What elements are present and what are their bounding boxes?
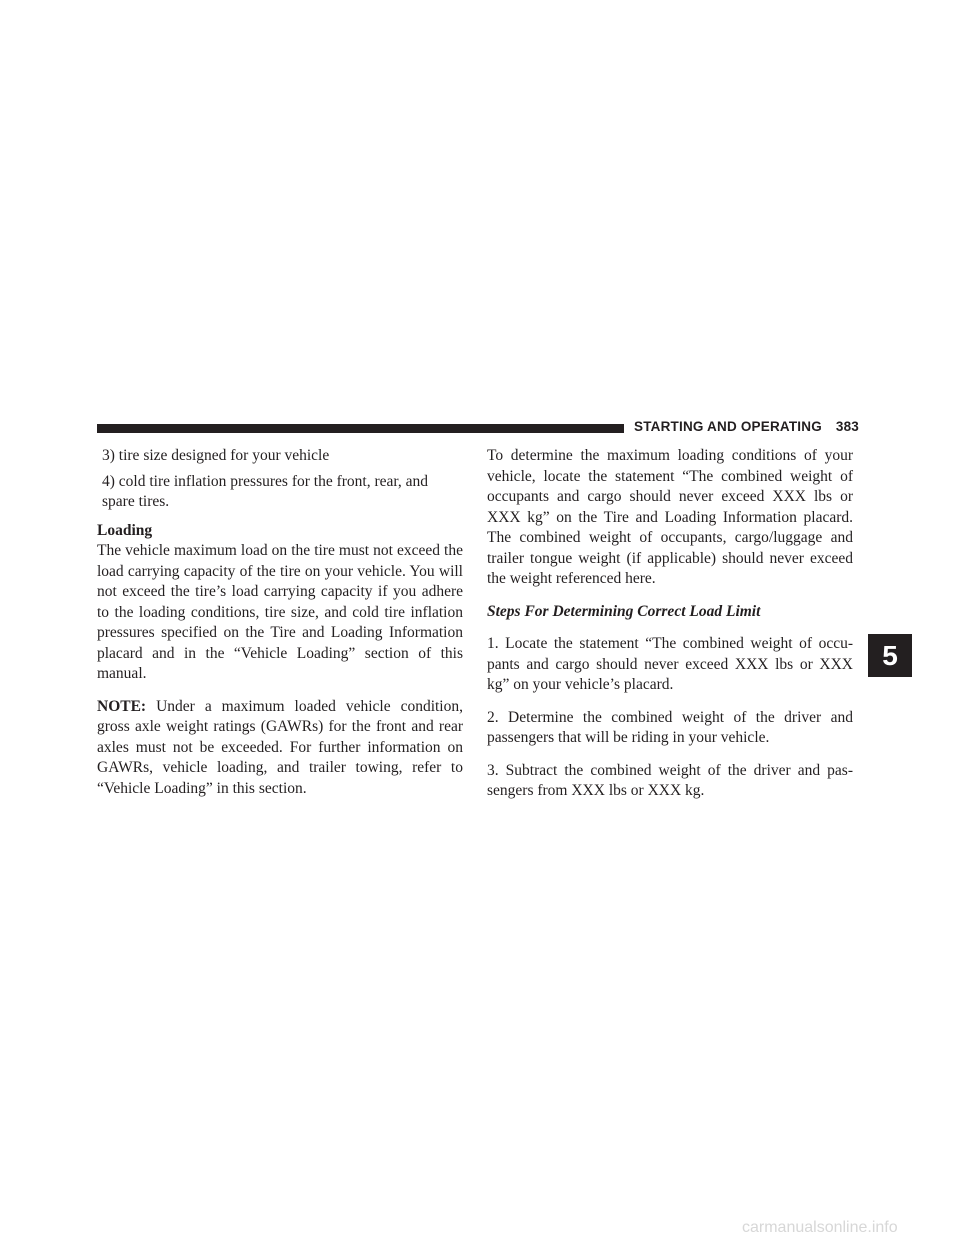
step-1: 1. Locate the statement “The combined weight of occu- pants and cargo should never exceed XXX lbs or XXX kg” on your vehicle’s placard. — [487, 635, 853, 693]
note-text: Under a maximum loaded vehicle condition, gross axle weight ratings (GAWRs) for the front and rear axles must not be exceeded. For further information on GAWRs, vehicle loading, and trailer towing, refer to “Vehicle Loading” in this section. — [97, 697, 463, 797]
list-item-3: 3) tire size designed for your vehicle — [102, 447, 330, 464]
page-number: 383 — [835, 419, 859, 434]
header-rule — [97, 424, 624, 433]
list-item-4: 4) cold tire inflation pressures for the front, rear, and spare tires. — [102, 472, 429, 510]
left-column — [97, 446, 463, 799]
steps-heading: Steps For Determining Correct Load Limit — [487, 602, 761, 620]
note-paragraph — [97, 697, 463, 800]
intro-paragraph: To determine the maximum loading conditions of your vehicle, locate the statement “The combined weight of occupants and cargo should never exceed XXX lbs or XXX kg” on the Tire and Loading Information placard. The combined weight of occupants, cargo/luggage and trailer tongue weight (if applicable) should never exceed the weight referenced here. — [487, 447, 853, 587]
loading-heading: Loading — [97, 521, 153, 539]
loading-paragraph: The vehicle maximum load on the tire must not exceed the load carrying capacity of the tire on your vehicle. You will not exceed the tire’s load carrying capacity if you adhere to the loading conditions, tire size, and cold tire inflation pressures specified on the Tire and Loading Information placard and in the “Vehicle Loading” section of this manual. — [97, 542, 463, 682]
section-title: STARTING AND OPERATING — [634, 419, 822, 434]
right-column — [487, 446, 853, 802]
running-header — [634, 419, 859, 434]
step-2: 2. Determine the combined weight of the driver and passengers that will be riding in your vehicle. — [487, 708, 853, 746]
watermark: carmanualsonline.info — [742, 1219, 898, 1236]
step-3: 3. Subtract the combined weight of the driver and pas- sengers from XXX lbs or XXX kg. — [487, 761, 853, 799]
note-label: NOTE: — [97, 697, 147, 715]
chapter-tab: 5 — [868, 634, 912, 677]
